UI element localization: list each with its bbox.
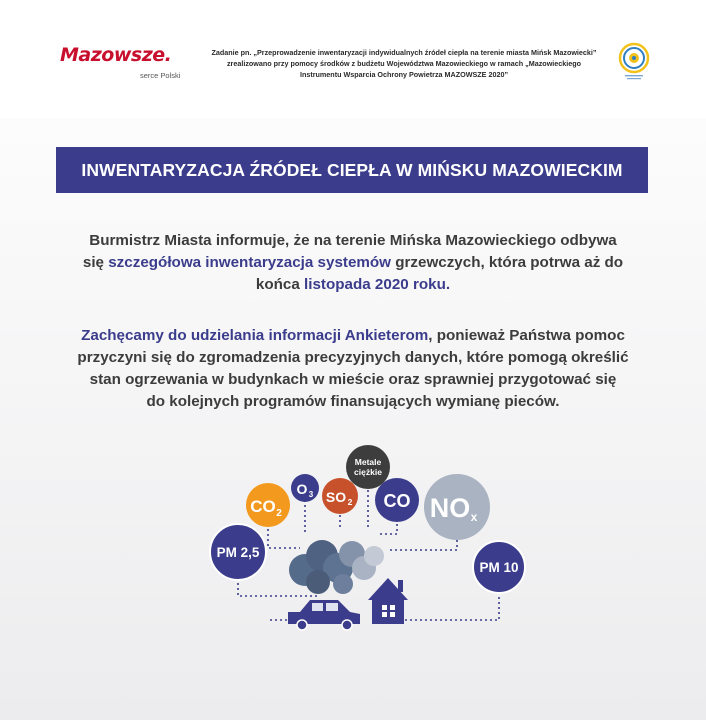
bubble-co2 (246, 483, 290, 527)
label-co2-sub: 2 (276, 508, 282, 519)
logo-wordmark: Mazowsze. (60, 44, 172, 66)
label-co2: CO (250, 497, 276, 516)
bubble-o3 (291, 474, 319, 502)
intro-text-3: grzewczych, która potrwa aż do (391, 254, 624, 271)
label-nox-sub: x (470, 510, 478, 524)
label-o3-sub: 3 (308, 490, 314, 499)
label-so2: SO (325, 489, 347, 505)
house-icon (368, 578, 408, 624)
project-info-line-1: Zadanie pn. „Przeprowadzenie inwentaryzacji indywidualnych źródeł ciepła na terenie miasta Mińsk Mazowiecki” (211, 48, 597, 57)
appeal-text-1: , ponieważ Państwa pomoc (428, 327, 625, 344)
label-nox: NO (429, 493, 471, 523)
intro-highlight-inventory: szczegółowa inwentaryzacja systemów (108, 254, 391, 271)
label-metals-1: Metale (354, 457, 382, 467)
bubble-nox (424, 474, 490, 540)
smoke-cloud (289, 540, 384, 594)
label-pm25: PM 2,5 (216, 545, 260, 560)
car-icon (288, 600, 360, 630)
appeal-line-4: do kolejnych programów finansujących wymianę pieców. (146, 393, 560, 410)
project-info-line-3: Instrumentu Wsparcia Ochrony Powietrza MAZOWSZE 2020” (299, 70, 509, 79)
bubble-co (375, 478, 419, 522)
label-pm10: PM 10 (479, 560, 519, 575)
bubble-heavy-metals (346, 445, 390, 489)
intro-line-1: Burmistrz Miasta informuje, że na terenie Mińska Mazowieckiego odbywa (89, 232, 617, 249)
bubble-pm25 (210, 524, 266, 580)
bubble-pm10 (473, 541, 525, 593)
intro-text-4: końca (255, 276, 305, 293)
label-metals-2: ciężkie (354, 467, 382, 477)
appeal-highlight: Zachęcamy do udzielania informacji Ankieterom (81, 327, 429, 344)
appeal-line-2: przyczyni się do zgromadzenia precyzyjnych danych, które pomogą określić (77, 349, 629, 366)
logo-subtitle: serce Polski (140, 71, 181, 80)
intro-highlight-deadline: listopada 2020 roku. (304, 276, 451, 293)
page-title-banner: INWENTARYZACJA ŹRÓDEŁ CIEPŁA W MIŃSKU MAZOWIECKIM (56, 147, 648, 193)
appeal-line-3: stan ogrzewania w budynkach w mieście oraz sprawniej przygotować się (89, 371, 617, 388)
intro-text-2: się (82, 254, 109, 271)
bubble-so2 (322, 478, 358, 514)
label-so2-sub: 2 (347, 497, 353, 507)
label-co: CO (383, 491, 411, 511)
project-info-line-2: zrealizowano przy pomocy środków z budżetu Województwa Mazowieckiego w ramach „Mazowieckiego (226, 59, 582, 68)
label-o3: O (296, 481, 308, 497)
